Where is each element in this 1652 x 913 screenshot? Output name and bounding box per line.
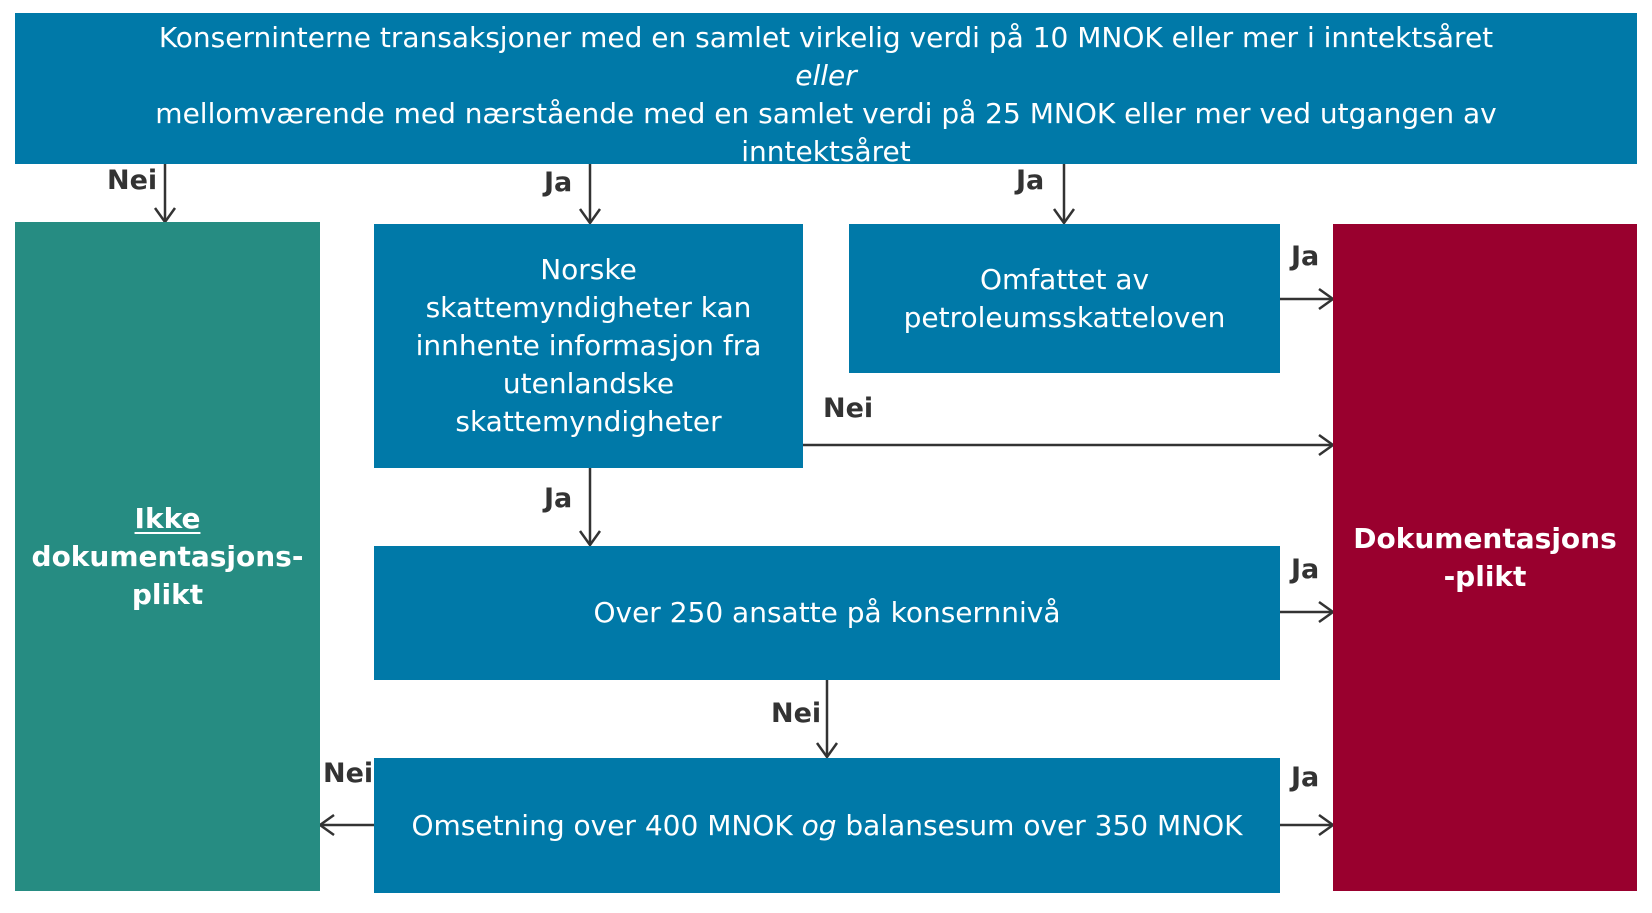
right-box-line-1: Dokumentasjons [1353, 521, 1617, 555]
top-condition-box [15, 13, 1637, 168]
omsetning-part-1: Omsetning over 400 MNOK [411, 808, 802, 842]
norske-line-3: innhente informasjon fra [415, 329, 762, 362]
arrow-ansatte-to-right [1280, 602, 1333, 622]
left-box-line-2: dokumentasjons- [31, 539, 304, 573]
top-line-2: eller [795, 59, 857, 92]
arrow-top-to-omfattet [1054, 164, 1074, 223]
omfattet-line-2: petroleumsskatteloven [903, 300, 1226, 334]
top-line-3: mellomværende med nærstående med en samlet verdi på 25 MNOK eller mer ved utgangen av [155, 97, 1497, 130]
norske-line-5: skattemyndigheter [455, 405, 722, 438]
omsetning-italic: og [801, 808, 837, 842]
label-norske-to-ansatte: Ja [544, 483, 573, 514]
norske-line-1: Norske [540, 253, 637, 286]
left-box-line-3: plikt [131, 577, 204, 611]
petroleum-tax-box [849, 224, 1280, 373]
label-omsetning-to-left: Nei [323, 758, 374, 789]
arrow-omsetning-to-left [320, 815, 374, 835]
documentation-duty-box [1333, 224, 1637, 891]
omfattet-line-1: Omfattet av [979, 262, 1150, 296]
arrow-top-to-norske [580, 164, 600, 223]
right-box-line-2: -plikt [1443, 559, 1527, 593]
top-line-4: inntektsåret [741, 135, 911, 168]
arrow-norske-to-right [803, 435, 1333, 455]
no-documentation-duty-box [15, 222, 320, 891]
label-omsetning-to-right: Ja [1291, 762, 1320, 793]
label-top-to-norske: Ja [544, 167, 573, 198]
arrow-top-to-left [155, 164, 175, 222]
norske-line-2: skattemyndigheter kan [425, 291, 752, 324]
arrow-omsetning-to-right [1280, 815, 1333, 835]
label-omfattet-to-right: Ja [1291, 241, 1320, 272]
ansatte-text: Over 250 ansatte på konsernnivå [593, 596, 1061, 629]
left-box-underlined: Ikke [134, 501, 201, 535]
top-line-1: Konserninterne transaksjoner med en samlet virkelig verdi på 10 MNOK eller mer i inntektsåret [158, 21, 1494, 54]
arrow-omfattet-to-right [1280, 289, 1333, 309]
norske-line-4: utenlandske [502, 367, 675, 400]
omsetning-part-2: balansesum over 350 MNOK [836, 808, 1243, 842]
employees-box [374, 546, 1280, 680]
turnover-balance-box [374, 758, 1280, 893]
arrow-norske-to-ansatte [580, 468, 600, 545]
label-top-to-left: Nei [107, 165, 158, 196]
label-norske-to-right: Nei [823, 393, 874, 424]
norwegian-tax-authority-box [374, 224, 803, 468]
label-ansatte-to-right: Ja [1291, 554, 1320, 585]
label-top-to-omfattet: Ja [1016, 165, 1045, 196]
label-ansatte-to-omsetning: Nei [771, 698, 822, 729]
